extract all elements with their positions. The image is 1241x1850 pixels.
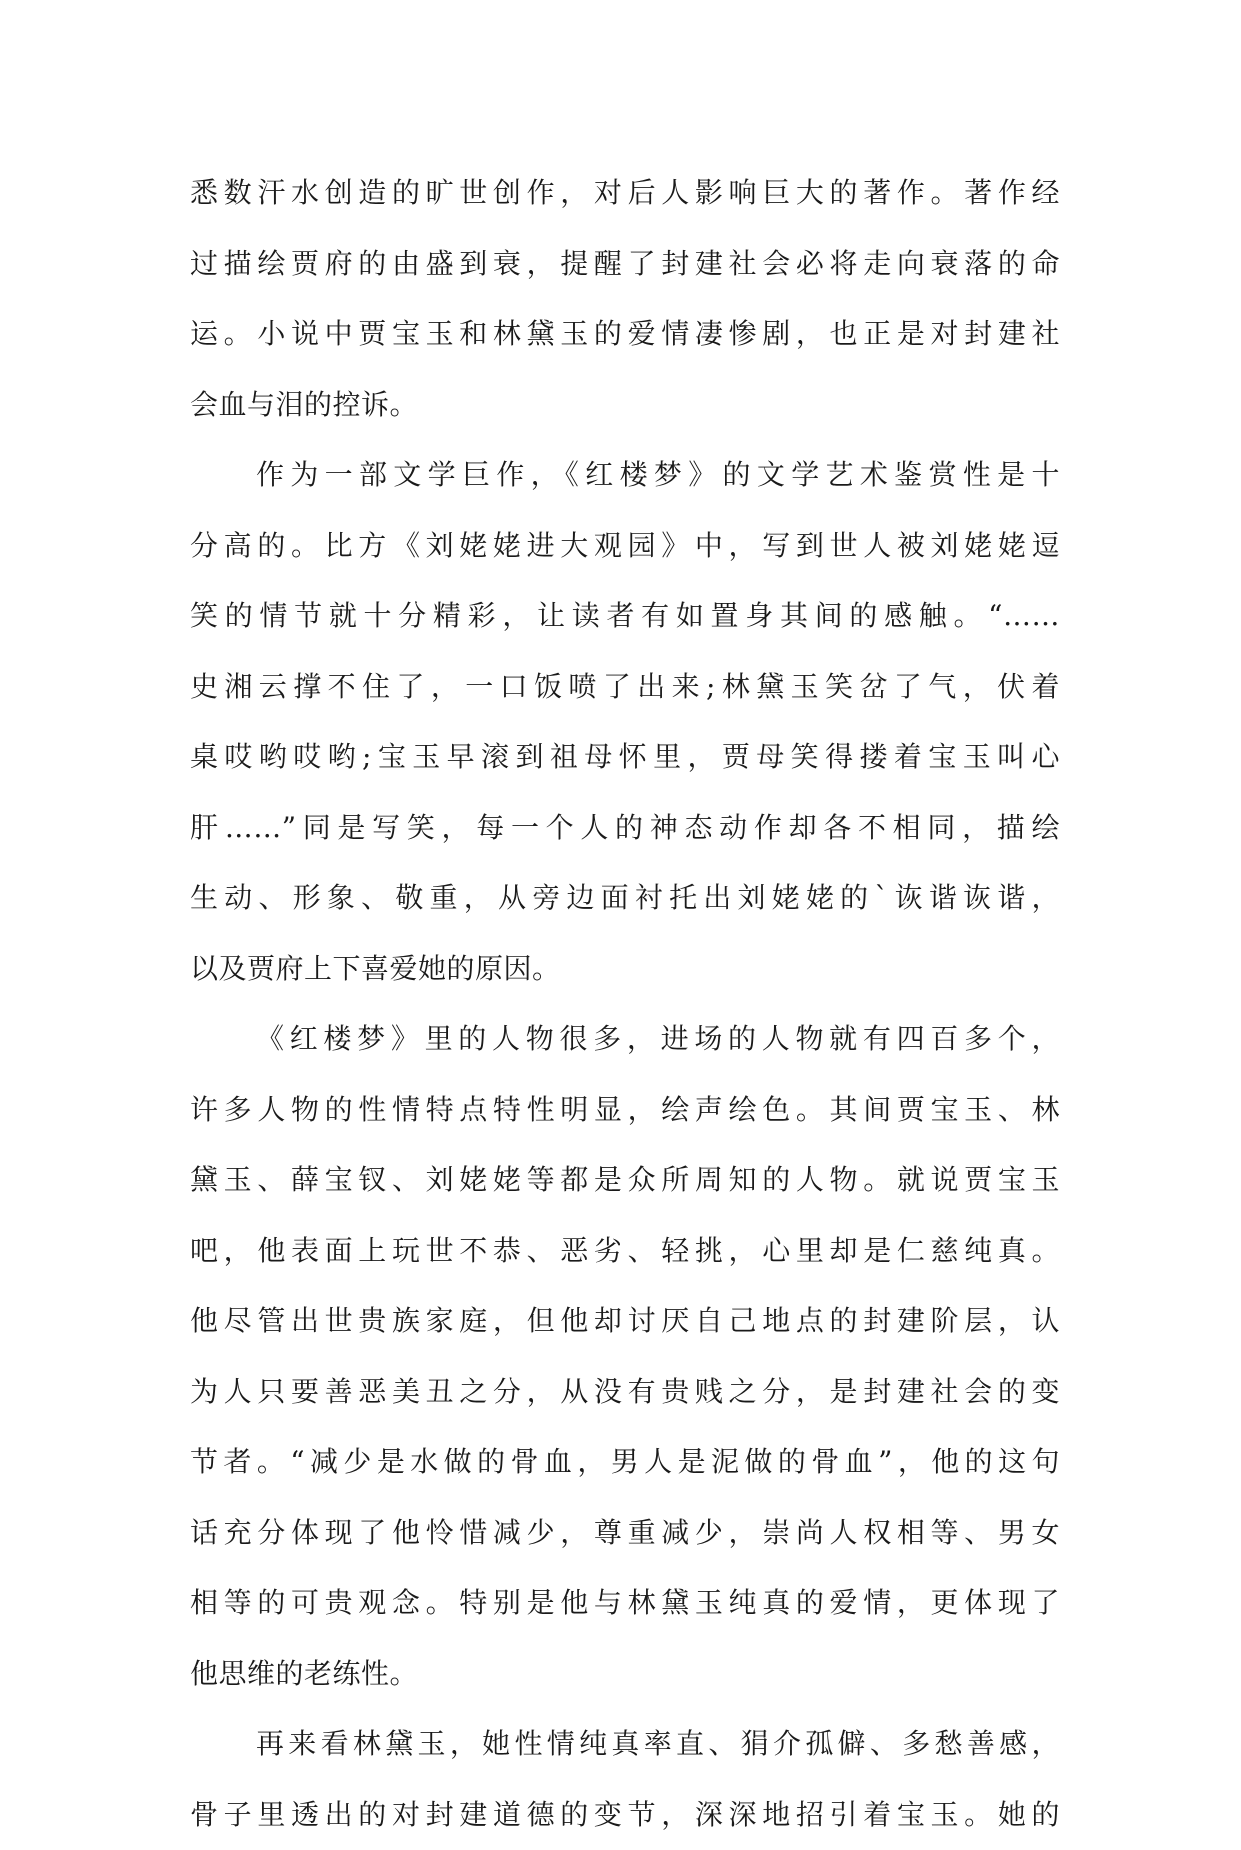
text-line: 桌哎哟哎哟;宝玉早滚到祖母怀里，贾母笑得搂着宝玉叫心 [190,722,1060,793]
text-line: 悉数汗水创造的旷世创作，对后人影响巨大的著作。著作经 [190,158,1060,229]
text-line: 黛玉、薛宝钗、刘姥姥等都是众所周知的人物。就说贾宝玉 [190,1145,1060,1216]
text-line: 运。小说中贾宝玉和林黛玉的爱情凄惨剧，也正是对封建社 [190,299,1060,370]
text-line: 肝……”同是写笑，每一个人的神态动作却各不相同，描绘 [190,793,1060,864]
text-line-paragraph-start: 《红楼梦》里的人物很多，进场的人物就有四百多个， [190,1004,1060,1075]
text-line: 他思维的老练性。 [190,1639,1060,1710]
text-line: 话充分体现了他怜惜减少，尊重减少，崇尚人权相等、男女 [190,1498,1060,1569]
text-line: 骨子里透出的对封建道德的变节，深深地招引着宝玉。她的 [190,1780,1060,1850]
body-text [190,158,1060,1850]
text-line: 节者。“减少是水做的骨血，男人是泥做的骨血”，他的这句 [190,1427,1060,1498]
text-line: 会血与泪的控诉。 [190,370,1060,441]
text-line-paragraph-start: 作为一部文学巨作，《红楼梦》的文学艺术鉴赏性是十 [190,440,1060,511]
text-line: 吧，他表面上玩世不恭、恶劣、轻挑，心里却是仁慈纯真。 [190,1216,1060,1287]
text-line: 许多人物的性情特点特性明显，绘声绘色。其间贾宝玉、林 [190,1075,1060,1146]
text-line: 笑的情节就十分精彩，让读者有如置身其间的感触。“…… [190,581,1060,652]
text-line: 史湘云撑不住了，一口饭喷了出来;林黛玉笑岔了气，伏着 [190,652,1060,723]
text-line: 他尽管出世贵族家庭，但他却讨厌自己地点的封建阶层，认 [190,1286,1060,1357]
text-line-paragraph-start: 再来看林黛玉，她性情纯真率直、狷介孤僻、多愁善感， [190,1709,1060,1780]
text-line: 分高的。比方《刘姥姥进大观园》中，写到世人被刘姥姥逗 [190,511,1060,582]
text-line: 生动、形象、敬重，从旁边面衬托出刘姥姥的`诙谐诙谐， [190,863,1060,934]
text-line: 过描绘贾府的由盛到衰，提醒了封建社会必将走向衰落的命 [190,229,1060,300]
text-line: 相等的可贵观念。特别是他与林黛玉纯真的爱情，更体现了 [190,1568,1060,1639]
text-line: 为人只要善恶美丑之分，从没有贵贱之分，是封建社会的变 [190,1357,1060,1428]
text-line: 以及贾府上下喜爱她的原因。 [190,934,1060,1005]
